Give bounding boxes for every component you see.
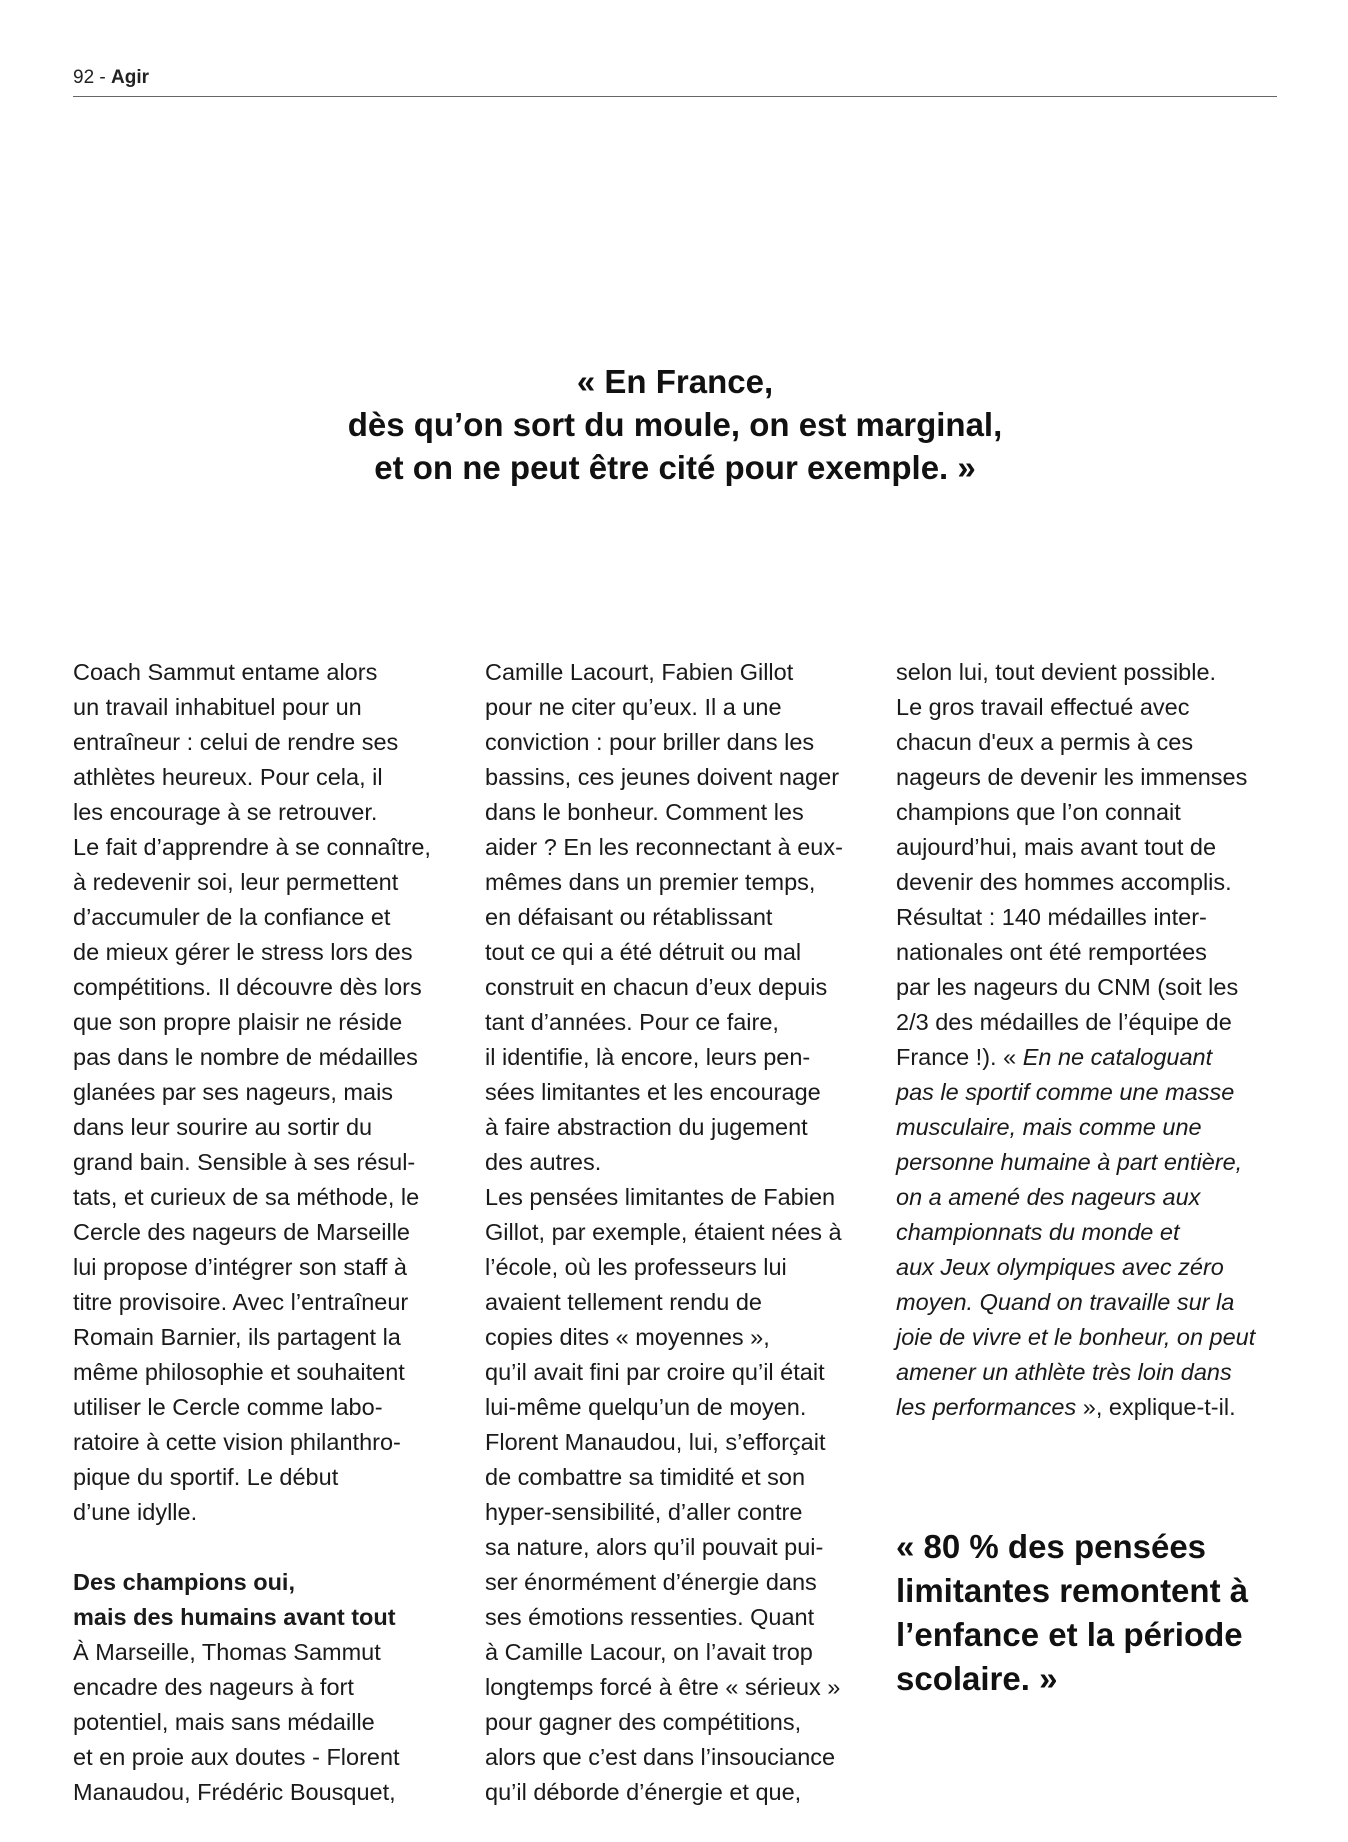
text-line: ratoire à cette vision philanthro- [73, 1429, 401, 1455]
text-line: nageurs de devenir les immenses [896, 764, 1248, 790]
section-title: Agir [111, 67, 150, 88]
text-line: potentiel, mais sans médaille [73, 1709, 375, 1735]
text-line: ses émotions ressenties. Quant [485, 1604, 815, 1630]
text-line: de combattre sa timidité et son [485, 1464, 806, 1490]
article-column-3 [896, 655, 1286, 1425]
text-line: nationales ont été remportées [896, 939, 1207, 965]
subhead-line: Des champions oui, [73, 1569, 295, 1595]
text-line: on a amené des nageurs aux [896, 1184, 1201, 1210]
text-line: tout ce qui a été détruit ou mal [485, 939, 802, 965]
text-line: entraîneur : celui de rendre ses [73, 729, 399, 755]
text-line: qu’il avait fini par croire qu’il était [485, 1359, 825, 1385]
side-quote-line: limitantes remontent à [896, 1572, 1249, 1609]
text-line: musculaire, mais comme une [896, 1114, 1202, 1140]
side-quote-line: scolaire. » [896, 1660, 1058, 1697]
text-line: d’accumuler de la confiance et [73, 904, 391, 930]
text-line: l’école, où les professeurs lui [485, 1254, 787, 1280]
text-line: devenir des hommes accomplis. [896, 869, 1232, 895]
article-column-1 [73, 655, 473, 1810]
text-line: championnats du monde et [896, 1219, 1180, 1245]
text-line: conviction : pour briller dans les [485, 729, 815, 755]
text-line: aujourd’hui, mais avant tout de [896, 834, 1217, 860]
column-1-paragraph-1 [73, 655, 473, 1530]
text-line: selon lui, tout devient possible. [896, 659, 1217, 685]
text-line: aux Jeux olympiques avec zéro [896, 1254, 1224, 1280]
text-line: en défaisant ou rétablissant [485, 904, 773, 930]
text-line: titre provisoire. Avec l’entraîneur [73, 1289, 409, 1315]
text-line [896, 1390, 1286, 1425]
text-line: Le fait d’apprendre à se connaître, [73, 834, 431, 860]
page-number: 92 - [73, 67, 106, 88]
text-line: compétitions. Il découvre dès lors [73, 974, 422, 1000]
text-line: sées limitantes et les encourage [485, 1079, 821, 1105]
pull-quote-line: dès qu’on sort du moule, on est marginal, [347, 406, 1003, 443]
text-line: joie de vivre et le bonheur, on peut [896, 1324, 1256, 1350]
text-line: Gillot, par exemple, étaient nées à [485, 1219, 842, 1245]
text-line: par les nageurs du CNM (soit les [896, 974, 1239, 1000]
text-line: Le gros travail effectué avec [896, 694, 1190, 720]
text-line: grand bain. Sensible à ses résul- [73, 1149, 416, 1175]
text-line: hyper-sensibilité, d’aller contre [485, 1499, 803, 1525]
text-line: à Camille Lacour, on l’avait trop [485, 1639, 813, 1665]
paragraph-spacer [73, 1530, 473, 1565]
text-line: bassins, ces jeunes doivent nager [485, 764, 840, 790]
text-line: pas le sportif comme une masse [896, 1079, 1235, 1105]
text-line: glanées par ses nageurs, mais [73, 1079, 394, 1105]
text-line: sa nature, alors qu’il pouvait pui- [485, 1534, 824, 1560]
pull-quote [73, 360, 1277, 489]
text-line: à faire abstraction du jugement [485, 1114, 808, 1140]
text-line: d’une idylle. [73, 1499, 198, 1525]
text-line: et en proie aux doutes - Florent [73, 1744, 400, 1770]
text-line: des autres. [485, 1149, 602, 1175]
quote-span: les performances [896, 1394, 1077, 1420]
subhead-line: mais des humains avant tout [73, 1604, 396, 1630]
text-line: Camille Lacourt, Fabien Gillot [485, 659, 794, 685]
text-line: qu’il déborde d’énergie et que, [485, 1779, 802, 1805]
header-rule [73, 96, 1277, 97]
text-line: Coach Sammut entame alors [73, 659, 378, 685]
text-line: chacun d'eux a permis à ces [896, 729, 1194, 755]
text-line: champions que l’on connait [896, 799, 1181, 825]
text-line: dans leur sourire au sortir du [73, 1114, 373, 1140]
pull-quote-line: « En France, [576, 363, 774, 400]
text-line: athlètes heureux. Pour cela, il [73, 764, 383, 790]
text-line: moyen. Quand on travaille sur la [896, 1289, 1235, 1315]
pull-quote-line: et on ne peut être cité pour exemple. » [374, 449, 976, 486]
text-line: amener un athlète très loin dans [896, 1359, 1232, 1385]
text-line: dans le bonheur. Comment les [485, 799, 804, 825]
column-2-text [485, 655, 885, 1810]
text-line: tant d’années. Pour ce faire, [485, 1009, 779, 1035]
column-3-text [896, 655, 1286, 1040]
text-line: longtemps forcé à être « sérieux » [485, 1674, 841, 1700]
text-line: avaient tellement rendu de [485, 1289, 762, 1315]
text-line: il identifie, là encore, leurs pen- [485, 1044, 811, 1070]
text-line: Florent Manaudou, lui, s’efforçait [485, 1429, 826, 1455]
text-line: un travail inhabituel pour un [73, 694, 362, 720]
text-line [896, 1040, 1286, 1075]
text-line: lui-même quelqu’un de moyen. [485, 1394, 807, 1420]
text-line: de mieux gérer le stress lors des [73, 939, 413, 965]
text-line: les encourage à se retrouver. [73, 799, 378, 825]
text-line: Les pensées limitantes de Fabien [485, 1184, 836, 1210]
text-line: pas dans le nombre de médailles [73, 1044, 418, 1070]
text-line: aider ? En les reconnectant à eux- [485, 834, 843, 860]
text-line: tats, et curieux de sa méthode, le [73, 1184, 420, 1210]
running-head [73, 66, 149, 90]
text-line: ser énormément d’énergie dans [485, 1569, 817, 1595]
side-pull-quote [896, 1525, 1296, 1701]
side-quote-line: « 80 % des pensées [896, 1528, 1207, 1565]
text-line: 2/3 des médailles de l’équipe de [896, 1009, 1232, 1035]
text-line: Résultat : 140 médailles inter- [896, 904, 1207, 930]
text-line: que son propre plaisir ne réside [73, 1009, 403, 1035]
text-line: copies dites « moyennes », [485, 1324, 770, 1350]
text-line: pique du sportif. Le début [73, 1464, 339, 1490]
text-line: construit en chacun d’eux depuis [485, 974, 828, 1000]
text-line: lui propose d’intégrer son staff à [73, 1254, 407, 1280]
text-line: mêmes dans un premier temps, [485, 869, 816, 895]
text-span: », explique-t-il. [1076, 1394, 1236, 1420]
quote-span: En ne cataloguant [1022, 1044, 1213, 1070]
text-line: À Marseille, Thomas Sammut [73, 1639, 381, 1665]
article-column-2 [485, 655, 885, 1810]
side-quote-line: l’enfance et la période [896, 1616, 1243, 1653]
text-line: utiliser le Cercle comme labo- [73, 1394, 383, 1420]
column-3-quote [896, 1075, 1286, 1390]
text-line: pour gagner des compétitions, [485, 1709, 802, 1735]
text-line: Manaudou, Frédéric Bousquet, [73, 1779, 396, 1805]
text-line: même philosophie et souhaitent [73, 1359, 405, 1385]
text-span: France !). « [896, 1044, 1023, 1070]
text-line: personne humaine à part entière, [896, 1149, 1243, 1175]
text-line: alors que c’est dans l’insouciance [485, 1744, 836, 1770]
text-line: pour ne citer qu’eux. Il a une [485, 694, 782, 720]
column-1-paragraph-2 [73, 1635, 473, 1810]
text-line: Cercle des nageurs de Marseille [73, 1219, 410, 1245]
text-line: à redevenir soi, leur permettent [73, 869, 399, 895]
text-line: encadre des nageurs à fort [73, 1674, 354, 1700]
text-line: Romain Barnier, ils partagent la [73, 1324, 401, 1350]
section-subhead [73, 1565, 473, 1635]
